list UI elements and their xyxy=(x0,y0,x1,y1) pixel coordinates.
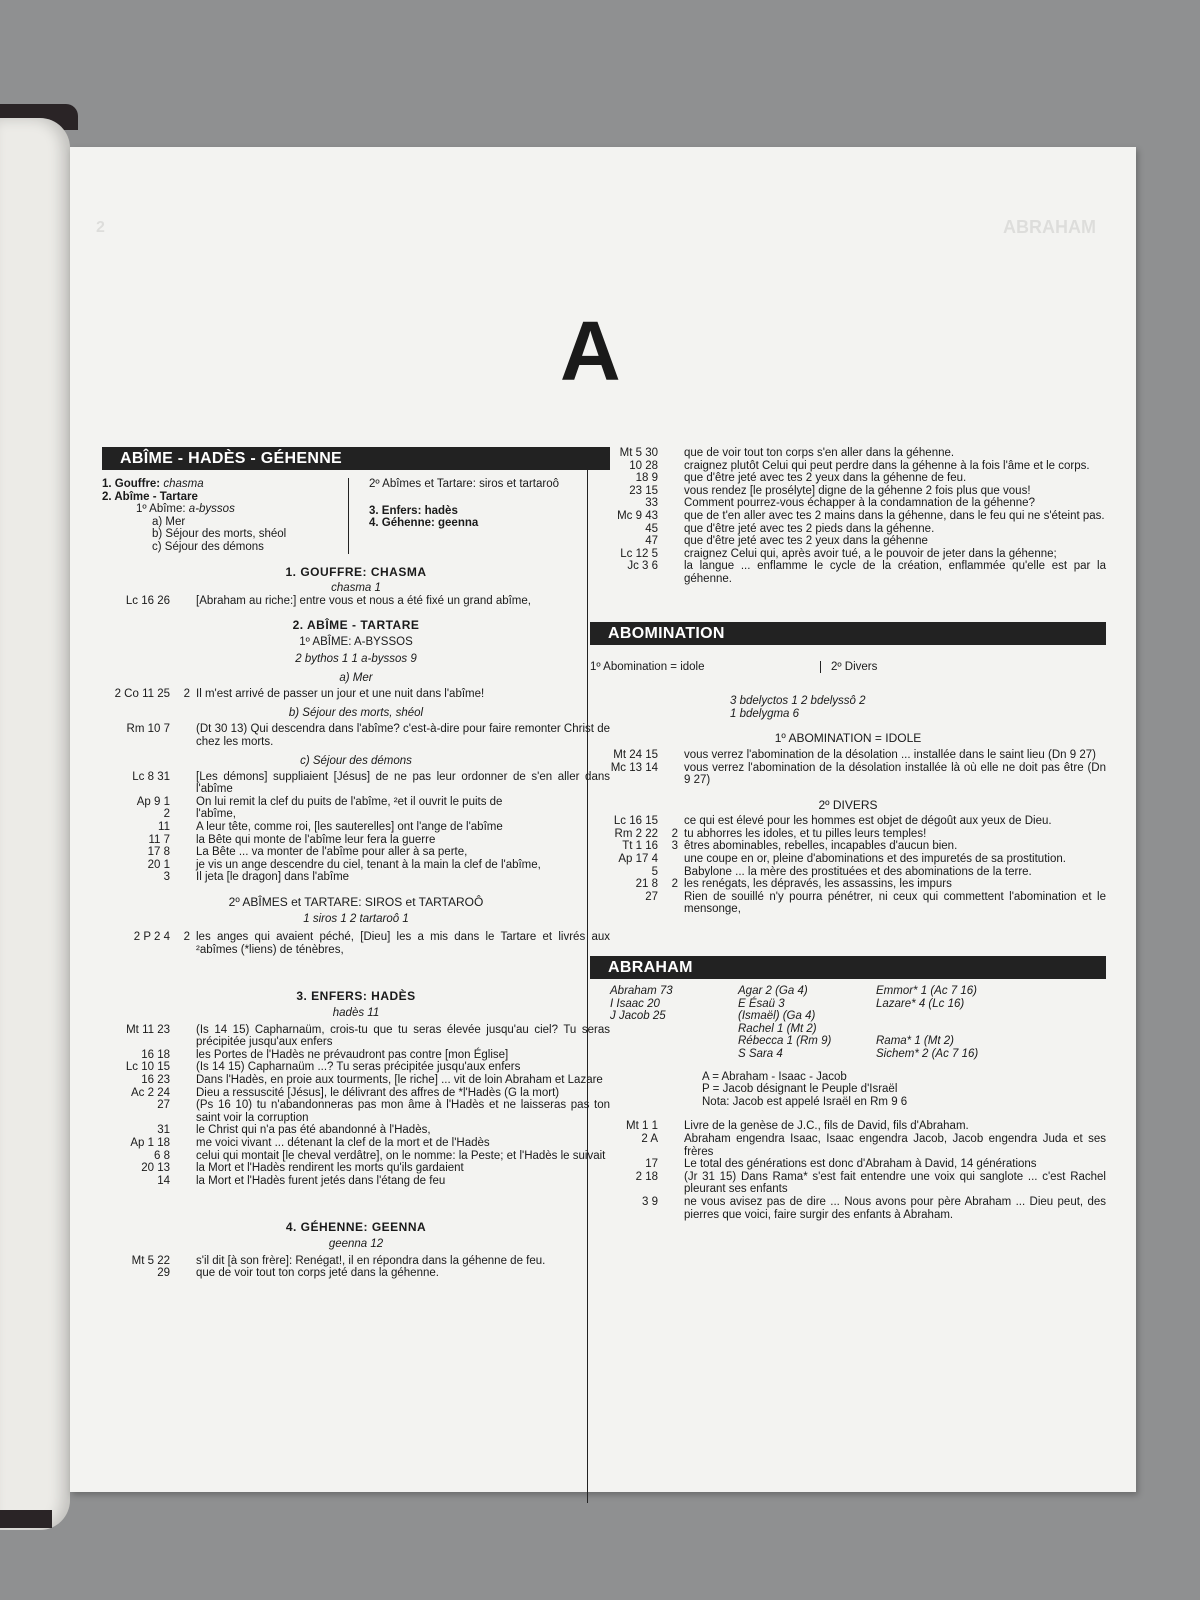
verse-reference: Mc 13 14 xyxy=(610,761,658,774)
name-entry: Lazare* 4 (Lc 16) xyxy=(876,997,965,1010)
occurrence-number xyxy=(662,535,684,548)
verse-row xyxy=(102,1049,610,1062)
verse-reference: 47 xyxy=(645,535,658,548)
verse-row xyxy=(590,828,1106,841)
occurrence-number: 2 xyxy=(183,931,190,944)
occurrence-number xyxy=(662,1158,684,1171)
occurrence-number xyxy=(174,1024,196,1049)
section-heading-text: 4. GÉHENNE: GEENNA xyxy=(285,1220,427,1235)
occurrence-number xyxy=(174,1049,196,1062)
verse-row xyxy=(102,1074,610,1087)
verse-row xyxy=(590,1120,1106,1133)
verse-reference: 3 9 xyxy=(642,1195,658,1208)
name-entry: Rama* 1 (Mt 2) xyxy=(876,1035,954,1048)
occurrence-number xyxy=(174,1150,196,1163)
verse-reference: Lc 12 5 xyxy=(620,547,658,560)
verse-row xyxy=(102,1137,610,1150)
entry-header-abomination: ABOMINATION xyxy=(590,622,1106,645)
verse-text: La Bête ... va monter de l'abîme pour aller à sa perte, xyxy=(196,846,468,859)
verse-text: On lui remit la clef du puits de l'abîme, ²et il ouvrit le puits de xyxy=(196,795,503,808)
occurrence-number xyxy=(662,560,684,585)
verse-row xyxy=(590,749,1106,762)
verse-row xyxy=(590,1171,1106,1196)
verse-row xyxy=(102,1162,610,1175)
verse-reference: Ap 1 18 xyxy=(130,1136,170,1149)
abime-outline-left xyxy=(102,478,349,554)
occurrence-number xyxy=(662,762,684,787)
verse-reference: 20 13 xyxy=(141,1162,170,1175)
verse-reference: 5 xyxy=(651,865,658,878)
verse-row xyxy=(590,1196,1106,1221)
occurrence-number xyxy=(662,1171,684,1196)
verse-list xyxy=(102,1255,610,1280)
verse-reference: 23 15 xyxy=(629,484,658,497)
occurrence-number xyxy=(174,1162,196,1175)
name-entry xyxy=(610,1035,730,1048)
verse-row xyxy=(102,808,610,821)
outline-item xyxy=(102,478,342,491)
verse-row xyxy=(590,853,1106,866)
verse-text: que d'être jeté avec tes 2 yeux dans la géhenne de feu. xyxy=(684,472,967,485)
verse-text: vous verrez l'abomination de la désolation ... installée dans le saint lieu (Dn 9 27) xyxy=(684,748,1096,761)
verse-row xyxy=(590,560,1106,585)
greek-term-count: 3 bdelyctos 1 2 bdelyssô 2 xyxy=(730,695,866,708)
section-heading: 2º DIVERS xyxy=(818,797,878,812)
name-entry: (Ismaël) (Ga 4) xyxy=(738,1010,816,1023)
verse-text: les Portes de l'Hadès ne prévaudront pas contre [mon Église] xyxy=(196,1048,509,1061)
section-heading: 1. GOUFFRE: CHASMA xyxy=(285,564,427,579)
verse-row xyxy=(102,1087,610,1100)
name-entry: S Sara 4 xyxy=(738,1048,783,1060)
greek-term-count: geenna 12 xyxy=(328,1237,384,1250)
abomination-outline-right: 2º Divers xyxy=(831,660,878,673)
book-cover-edge-bottom xyxy=(0,1510,52,1528)
occurrence-number: 2 xyxy=(183,687,190,700)
outline-item-text: a) Mer xyxy=(152,515,186,528)
occurrence-number xyxy=(174,1061,196,1074)
section-heading xyxy=(102,1221,610,1234)
verse-row xyxy=(102,1061,610,1074)
subsection-label: b) Séjour des morts, shéol xyxy=(288,707,424,720)
note-line: Nota: Jacob est appelé Israël en Rm 9 6 xyxy=(702,1095,908,1108)
verse-text: que d'être jeté avec tes 2 yeux dans la géhenne xyxy=(684,535,928,548)
verse-text: [Abraham au riche:] entre vous et nous a été fixé un grand abîme, xyxy=(196,594,531,607)
verse-text: la Bête qui monte de l'abîme leur fera la guerre xyxy=(196,833,436,846)
verse-row xyxy=(590,548,1106,561)
occurrence-number xyxy=(174,834,196,847)
outline-item-text: c) Séjour des démons xyxy=(152,540,264,553)
verse-reference: 16 23 xyxy=(141,1073,170,1086)
name-entry xyxy=(876,1010,1026,1023)
verse-text: l'abîme, xyxy=(196,808,236,821)
occurrence-number: 2 xyxy=(671,827,678,840)
verse-row xyxy=(590,460,1106,473)
verse-text: [Les démons] suppliaient [Jésus] de ne pas leur ordonner de s'en aller dans l'abîme xyxy=(196,770,610,796)
occurrence-number xyxy=(174,871,196,884)
verse-text: craignez plutôt Celui qui peut perdre dans la géhenne à la fois l'âme et le corps. xyxy=(684,459,1090,472)
note-line: P = Jacob désignant le Peuple d'Israël xyxy=(702,1083,898,1096)
verse-reference: Rm 2 22 xyxy=(614,827,658,840)
verse-text: celui qui montait [le cheval verdâtre], on le nomme: la Peste; et l'Hadès le suivait xyxy=(196,1149,606,1162)
occurrence-number xyxy=(174,796,196,809)
occurrence-number xyxy=(174,1137,196,1150)
verse-reference: 11 7 xyxy=(148,833,170,846)
verse-reference: Tt 1 16 xyxy=(622,840,658,853)
name-entry xyxy=(610,1048,730,1061)
occurrence-number xyxy=(662,460,684,473)
verse-row xyxy=(590,485,1106,498)
verse-text: Livre de la genèse de J.C., fils de David, fils d'Abraham. xyxy=(684,1120,969,1133)
verse-reference: 2 xyxy=(163,808,170,821)
verse-row xyxy=(102,1150,610,1163)
verse-text: Il jeta [le dragon] dans l'abîme xyxy=(196,871,350,884)
outline-item xyxy=(102,528,342,541)
occurrence-number xyxy=(174,771,196,796)
outline-item xyxy=(102,541,342,554)
verse-list xyxy=(102,723,610,748)
name-index xyxy=(610,985,1106,1061)
verse-reference: Lc 16 26 xyxy=(125,594,170,607)
section-heading xyxy=(102,990,610,1003)
outline-item: 4. Géhenne: geenna xyxy=(369,517,479,530)
abime-outline-right xyxy=(349,478,610,554)
verse-text: le Christ qui n'a pas été abandonné à l'Hadès, xyxy=(196,1124,431,1137)
verse-reference: 2 18 xyxy=(635,1170,658,1183)
verse-reference: Mt 1 1 xyxy=(626,1120,658,1133)
verse-text: (Dt 30 13) Qui descendra dans l'abîme? c'est-à-dire pour faire remonter Christ de chez les morts. xyxy=(196,722,610,748)
bleed-through-page-number: 2 xyxy=(96,219,105,236)
verse-reference: 16 18 xyxy=(141,1048,170,1061)
name-entry: Emmor* 1 (Ac 7 16) xyxy=(876,985,977,998)
verse-text: Le total des générations est donc d'Abraham à David, 14 générations xyxy=(684,1158,1037,1171)
verse-text: les anges qui avaient péché, [Dieu] les a mis dans le Tartare et livrés aux ²abîmes (*liens) de ténèbres, xyxy=(196,931,610,956)
occurrence-number xyxy=(662,853,684,866)
verse-reference: 29 xyxy=(157,1267,170,1280)
verse-row xyxy=(102,723,610,748)
occurrence-number xyxy=(662,749,684,762)
occurrence-number xyxy=(174,595,196,608)
outline-item xyxy=(102,503,342,516)
entry-header-abraham: ABRAHAM xyxy=(590,956,1106,979)
verse-reference: Mt 11 23 xyxy=(126,1023,170,1036)
outline-item-label: 1. Gouffre: xyxy=(102,478,161,490)
note-line: A = Abraham - Isaac - Jacob xyxy=(702,1070,847,1083)
verse-list xyxy=(590,447,1106,586)
verse-reference: Lc 16 15 xyxy=(613,815,658,828)
verse-row xyxy=(102,846,610,859)
occurrence-number xyxy=(174,859,196,872)
verse-reference: 45 xyxy=(645,522,658,535)
verse-row xyxy=(102,834,610,847)
outline-item-label: 2. Abîme - Tartare xyxy=(102,490,198,503)
verse-text: Comment pourrez-vous échapper à la condamnation de la géhenne? xyxy=(684,497,1035,510)
section-letter: A xyxy=(560,304,621,398)
verse-text: (Is 14 15) Capharnaüm ...? Tu seras précipitée jusqu'aux enfers xyxy=(196,1061,521,1074)
verse-row xyxy=(590,472,1106,485)
name-entry: I Isaac 20 xyxy=(610,997,660,1010)
section-heading: 2. ABÎME - TARTARE xyxy=(292,618,420,633)
verse-row xyxy=(590,762,1106,787)
verse-reference: 27 xyxy=(645,890,658,903)
verse-row xyxy=(102,688,610,701)
verse-reference: Mt 5 30 xyxy=(619,447,658,459)
occurrence-number xyxy=(662,485,684,498)
outline-item-term: chasma xyxy=(160,478,204,490)
verse-reference: 10 28 xyxy=(629,459,658,472)
left-column xyxy=(102,447,610,1280)
outline-item: 2º Abîmes et Tartare: siros et tartaroô xyxy=(369,478,559,490)
verse-reference: Mc 9 43 xyxy=(617,509,658,522)
occurrence-number xyxy=(662,866,684,879)
verse-row xyxy=(102,1267,610,1280)
name-entry: Abraham 73 xyxy=(610,985,673,998)
verse-text: (Ps 16 10) tu n'abandonneras pas mon âme à l'Hadès et ne laisseras pas ton saint voir la corruption xyxy=(196,1099,610,1124)
outline-item-term: a-byssos xyxy=(188,503,235,516)
verse-text: (Is 14 15) Capharnaüm, crois-tu que tu seras élevée jusqu'au ciel? Tu seras précipitée jusqu'aux enfers xyxy=(196,1023,610,1049)
verse-text: que de voir tout ton corps jeté dans la géhenne. xyxy=(196,1267,439,1280)
name-entry xyxy=(876,1023,1026,1036)
verse-text: craignez Celui qui, après avoir tué, a le pouvoir de jeter dans la géhenne; xyxy=(684,547,1057,560)
verse-row xyxy=(102,1099,610,1124)
name-entry: E Ésaü 3 xyxy=(738,997,785,1010)
verse-row xyxy=(590,815,1106,828)
section-heading: 1º ABOMINATION = IDOLE xyxy=(774,731,922,746)
verse-text: êtres abominables, rebelles, incapables d'aucun bien. xyxy=(684,840,958,853)
verse-reference: 17 xyxy=(645,1158,658,1171)
verse-reference: Ac 2 24 xyxy=(131,1086,170,1099)
occurrence-number: 3 xyxy=(671,840,678,853)
occurrence-number xyxy=(662,472,684,485)
verse-reference: 3 xyxy=(163,871,170,884)
verse-row xyxy=(102,1175,610,1188)
abomination-outline-left: 1º Abomination = idole xyxy=(590,661,821,674)
verse-text: que de t'en aller avec tes 2 mains dans la géhenne, dans le feu qui ne s'éteint pas. xyxy=(684,509,1105,522)
verse-reference: 20 1 xyxy=(147,858,170,871)
verse-text: je vis un ange descendre du ciel, tenant à la main la clef de l'abîme, xyxy=(196,858,541,871)
occurrence-number xyxy=(174,1267,196,1280)
verse-reference: Mt 5 22 xyxy=(131,1254,170,1267)
verse-reference: Jc 3 6 xyxy=(627,560,658,573)
verse-text: tu abhorres les idoles, et tu pilles leurs temples! xyxy=(684,827,927,840)
greek-term-count: 1 siros 1 2 tartaroô 1 xyxy=(303,912,409,925)
occurrence-number xyxy=(174,1255,196,1268)
verse-text: Dieu a ressuscité [Jésus], le délivrant des affres de *l'Hadès (G la mort) xyxy=(196,1086,560,1099)
occurrence-number xyxy=(174,1175,196,1188)
verse-row xyxy=(102,595,610,608)
verse-reference: 33 xyxy=(645,497,658,510)
verse-row xyxy=(102,796,610,809)
verse-text: s'il dit [à son frère]: Renégat!, il en répondra dans la géhenne de feu. xyxy=(196,1254,546,1267)
verse-reference: Mt 24 15 xyxy=(613,748,658,761)
verse-text: A leur tête, comme roi, [les sauterelles] ont l'ange de l'abîme xyxy=(196,821,503,834)
verse-reference: 14 xyxy=(157,1174,170,1187)
verse-text: la Mort et l'Hadès furent jetés dans l'étang de feu xyxy=(196,1174,446,1187)
verse-row xyxy=(102,821,610,834)
verse-reference: 17 8 xyxy=(147,846,170,859)
outline-item-text: b) Séjour des morts, shéol xyxy=(152,528,287,541)
verse-row xyxy=(590,447,1106,460)
occurrence-number xyxy=(662,815,684,828)
verse-reference: 27 xyxy=(157,1099,170,1112)
occurrence-number xyxy=(174,1099,196,1124)
verse-row xyxy=(102,931,610,956)
greek-term-count: hadès 11 xyxy=(332,1007,380,1019)
verse-list xyxy=(590,749,1106,787)
occurrence-number xyxy=(662,1196,684,1221)
verse-row xyxy=(590,891,1106,916)
occurrence-number xyxy=(662,523,684,536)
abomination-outline xyxy=(590,661,1106,674)
verse-text: (Jr 31 15) Dans Rama* s'est fait entendre une voix qui sanglote ... c'est Rachel pleurant ses enfants xyxy=(684,1170,1106,1196)
verse-text: que d'être jeté avec tes 2 pieds dans la géhenne. xyxy=(684,522,935,535)
occurrence-number xyxy=(174,1074,196,1087)
occurrence-number xyxy=(662,497,684,510)
verse-list xyxy=(590,1120,1106,1221)
previous-page-edge xyxy=(0,118,70,1530)
verse-reference: 6 8 xyxy=(154,1149,170,1162)
verse-text: Abraham engendra Isaac, Isaac engendra Jacob, Jacob engendra Juda et ses frères xyxy=(684,1132,1106,1158)
verse-list xyxy=(102,1024,610,1188)
occurrence-number xyxy=(662,510,684,523)
occurrence-number xyxy=(662,891,684,916)
verse-reference: 2 A xyxy=(641,1132,658,1145)
verse-row xyxy=(102,771,610,796)
verse-reference: 18 9 xyxy=(635,472,658,485)
verse-text: vous rendez [le prosélyte] digne de la géhenne 2 fois plus que vous! xyxy=(684,484,1031,497)
abime-outline xyxy=(102,478,610,554)
verse-reference: Lc 10 15 xyxy=(125,1061,170,1074)
verse-reference: 2 Co 11 25 xyxy=(114,687,170,700)
verse-text: ce qui est élevé pour les hommes est objet de dégoût aux yeux de Dieu. xyxy=(684,815,1052,828)
name-entry: J Jacob 25 xyxy=(610,1010,666,1023)
occurrence-number: 2 xyxy=(671,878,678,891)
section-heading-text: 3. ENFERS: HADÈS xyxy=(296,989,416,1004)
name-entry: Sichem* 2 (Ac 7 16) xyxy=(876,1048,979,1060)
abraham-notes xyxy=(590,1071,1106,1109)
verse-text: les renégats, les dépravés, les assassins, les impurs xyxy=(684,878,952,891)
occurrence-number xyxy=(174,1124,196,1137)
verse-row xyxy=(590,1158,1106,1171)
greek-term-count: 2 bythos 1 1 a-byssos 9 xyxy=(295,652,417,665)
occurrence-number xyxy=(174,821,196,834)
occurrence-number xyxy=(174,1087,196,1100)
verse-row xyxy=(590,523,1106,536)
verse-row xyxy=(102,1124,610,1137)
verse-row xyxy=(102,871,610,884)
verse-reference: 11 xyxy=(158,821,170,834)
verse-row xyxy=(590,840,1106,853)
verse-list xyxy=(102,595,610,608)
verse-reference: Ap 9 1 xyxy=(136,795,170,808)
verse-list xyxy=(102,771,610,884)
verse-text: vous verrez l'abomination de la désolation installée là où elle ne doit pas être (Dn 9 27) xyxy=(684,761,1106,787)
verse-text: Il m'est arrivé de passer un jour et une nuit dans l'abîme! xyxy=(196,687,485,700)
verse-list xyxy=(590,815,1106,916)
outline-item-text: 1º Abîme: xyxy=(136,503,189,516)
verse-text: Dans l'Hadès, en proie aux tourments, [le riche] ... vit de loin Abraham et Lazare xyxy=(196,1073,603,1086)
outline-item: 3. Enfers: hadès xyxy=(369,504,458,517)
outline-item xyxy=(102,516,342,529)
verse-text: Rien de souillé n'y pourra pénétrer, ni ceux qui commettent l'abomination et le mensonge, xyxy=(684,890,1106,916)
subsection-label: a) Mer xyxy=(339,672,373,685)
verse-reference: 2 P 2 4 xyxy=(133,931,170,944)
verse-row xyxy=(102,859,610,872)
entry-header-abime: ABÎME - HADÈS - GÉHENNE xyxy=(102,447,610,470)
verse-reference: 21 8 xyxy=(635,878,658,891)
name-entry: Rébecca 1 (Rm 9) xyxy=(738,1035,832,1048)
verse-row xyxy=(102,1255,610,1268)
verse-text: que de voir tout ton corps s'en aller dans la géhenne. xyxy=(684,447,955,459)
bleed-through-running-head: ABRAHAM xyxy=(1003,217,1096,237)
verse-text: ne vous avisez pas de dire ... Nous avons pour père Abraham ... Dieu peut, des pierres que voici, faire surgir des enfants à Abraham. xyxy=(684,1195,1106,1221)
verse-row xyxy=(590,1133,1106,1158)
occurrence-number xyxy=(174,808,196,821)
verse-text: la langue ... enflamme le cycle de la création, enflammée qu'elle est par la géhenne. xyxy=(684,560,1106,585)
verse-text: Babylone ... la mère des prostituées et des abominations de la terre. xyxy=(684,865,1032,878)
name-entry: Agar 2 (Ga 4) xyxy=(738,985,808,998)
occurrence-number xyxy=(662,447,684,460)
occurrence-number xyxy=(174,846,196,859)
right-column xyxy=(590,447,1106,1221)
verse-text: me voici vivant ... détenant la clef de la mort et de l'Hadès xyxy=(196,1136,490,1149)
verse-row xyxy=(590,866,1106,879)
occurrence-number xyxy=(662,548,684,561)
greek-term-count: 1 bdelygma 6 xyxy=(730,707,800,720)
section-heading: 2º ABÎMES et TARTARE: SIROS et TARTAROÔ xyxy=(228,895,484,910)
verse-row xyxy=(590,535,1106,548)
outline-item xyxy=(102,491,342,504)
verse-reference: 31 xyxy=(157,1124,170,1137)
verse-reference: Lc 8 31 xyxy=(132,770,170,783)
greek-term-count: chasma 1 xyxy=(331,582,381,595)
dictionary-page xyxy=(70,147,1136,1492)
verse-reference: Rm 10 7 xyxy=(126,722,170,735)
verse-reference: Ap 17 4 xyxy=(618,853,658,866)
verse-text: une coupe en or, pleine d'abominations et des impuretés de sa prostitution. xyxy=(684,853,1066,866)
verse-list xyxy=(102,688,610,701)
verse-row xyxy=(590,878,1106,891)
subsection-heading: 1º ABÎME: A-BYSSOS xyxy=(299,635,413,648)
occurrence-number xyxy=(662,1133,684,1158)
verse-text: la Mort et l'Hadès rendirent les morts qu'ils gardaient xyxy=(196,1162,464,1175)
verse-row xyxy=(590,497,1106,510)
subsection-label: c) Séjour des démons xyxy=(300,755,412,768)
verse-row xyxy=(590,510,1106,523)
verse-list xyxy=(102,931,610,956)
occurrence-number xyxy=(174,723,196,748)
name-entry: Rachel 1 (Mt 2) xyxy=(738,1022,817,1035)
occurrence-number xyxy=(662,1120,684,1133)
verse-row xyxy=(102,1024,610,1049)
name-entry xyxy=(610,1023,730,1036)
